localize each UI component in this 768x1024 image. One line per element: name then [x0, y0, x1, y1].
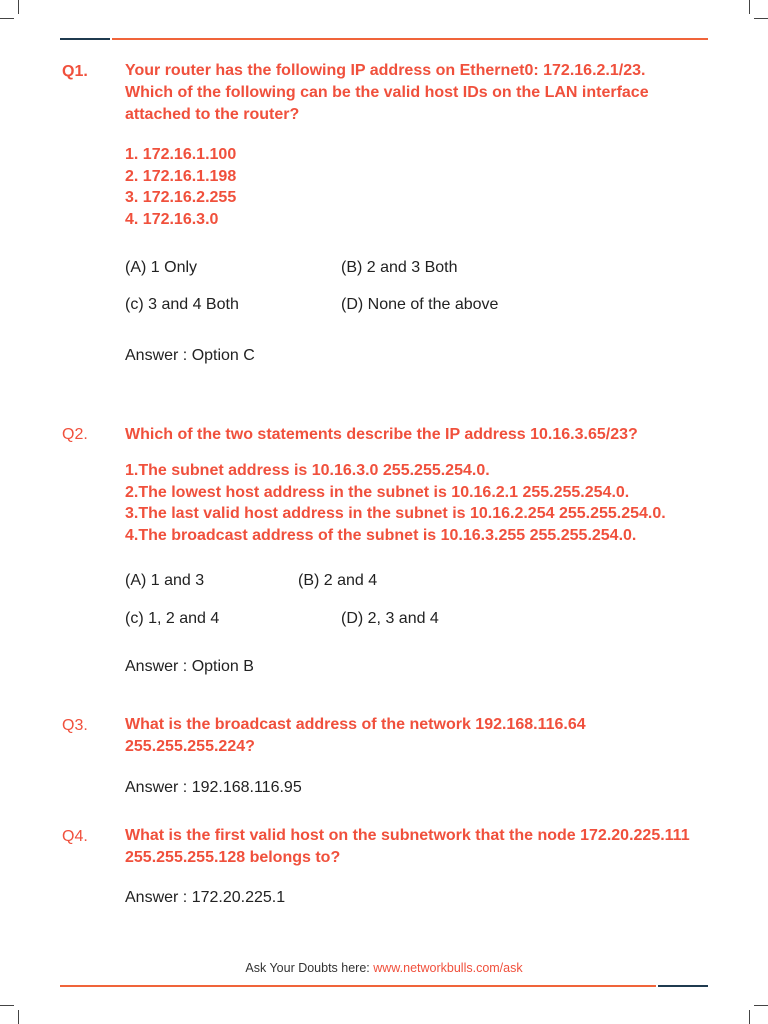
- question-text: [125, 714, 725, 758]
- question-line: What is the first valid host on the subnetwork that the node 172.20.225.111: [125, 827, 690, 844]
- question-text: [125, 424, 725, 446]
- footer-rule-dark: [658, 985, 708, 987]
- question-line: Which of the following can be the valid host IDs on the LAN interface: [125, 84, 649, 101]
- footer-rule-accent: [60, 985, 656, 987]
- choice-b: (B) 2 and 4: [298, 572, 378, 589]
- question-line: What is the broadcast address of the network 192.168.116.64: [125, 716, 586, 733]
- list-item: 1. 172.16.1.100: [125, 146, 237, 163]
- question-text: [125, 825, 725, 869]
- footer-label: Ask Your Doubts here:: [245, 961, 374, 975]
- crop-mark: [754, 1005, 768, 1006]
- crop-mark: [18, 1010, 19, 1024]
- question-line: 255.255.255.128 belongs to?: [125, 849, 341, 866]
- question-number: Q1.: [62, 63, 88, 80]
- choice-d: (D) None of the above: [341, 296, 499, 313]
- answer-text: Answer : Option B: [125, 658, 254, 675]
- list-item: 2.The lowest host address in the subnet is 10.16.2.1 255.255.254.0.: [125, 483, 630, 501]
- choice-a: (A) 1 and 3: [125, 572, 205, 589]
- footer: [0, 961, 768, 975]
- answer-text: Answer : 172.20.225.1: [125, 889, 286, 906]
- question-line: Your router has the following IP address on Ethernet0: 172.16.2.1/23.: [125, 62, 646, 79]
- list-item: 4.The broadcast address of the subnet is 10.16.3.255 255.255.254.0.: [125, 526, 637, 544]
- list-item: 3.The last valid host address in the subnet is 10.16.2.254 255.255.254.0.: [125, 505, 666, 522]
- list-item: 1.The subnet address is 10.16.3.0 255.255.254.0.: [125, 462, 490, 479]
- question-number: Q4.: [62, 828, 88, 845]
- choice-c: (c) 1, 2 and 4: [125, 610, 220, 627]
- question-text: [125, 60, 725, 126]
- crop-mark: [0, 1005, 14, 1006]
- list-item: 2. 172.16.1.198: [125, 167, 237, 185]
- choice-d: (D) 2, 3 and 4: [341, 610, 439, 627]
- choice-b: (B) 2 and 3 Both: [341, 259, 458, 276]
- crop-mark: [0, 18, 14, 19]
- header-rule-accent: [112, 38, 708, 40]
- question-number: Q3.: [62, 717, 88, 734]
- list-item: 3. 172.16.2.255: [125, 189, 237, 206]
- question-line: Which of the two statements describe the IP address 10.16.3.65/23?: [125, 426, 638, 443]
- question-line: 255.255.255.224?: [125, 738, 255, 755]
- answer-text: Answer : Option C: [125, 347, 255, 364]
- question-line: attached to the router?: [125, 106, 300, 123]
- question-items: [125, 460, 666, 546]
- question-number: Q2.: [62, 426, 88, 443]
- answer-text: Answer : 192.168.116.95: [125, 779, 302, 796]
- question-items: [125, 144, 236, 230]
- choice-a: (A) 1 Only: [125, 259, 198, 276]
- crop-mark: [749, 1010, 750, 1024]
- header-rule-dark: [60, 38, 110, 40]
- crop-mark: [749, 0, 750, 14]
- footer-link[interactable]: www.networkbulls.com/ask: [373, 961, 523, 975]
- list-item: 4. 172.16.3.0: [125, 210, 219, 228]
- crop-mark: [18, 0, 19, 14]
- crop-mark: [754, 18, 768, 19]
- choice-c: (c) 3 and 4 Both: [125, 296, 239, 313]
